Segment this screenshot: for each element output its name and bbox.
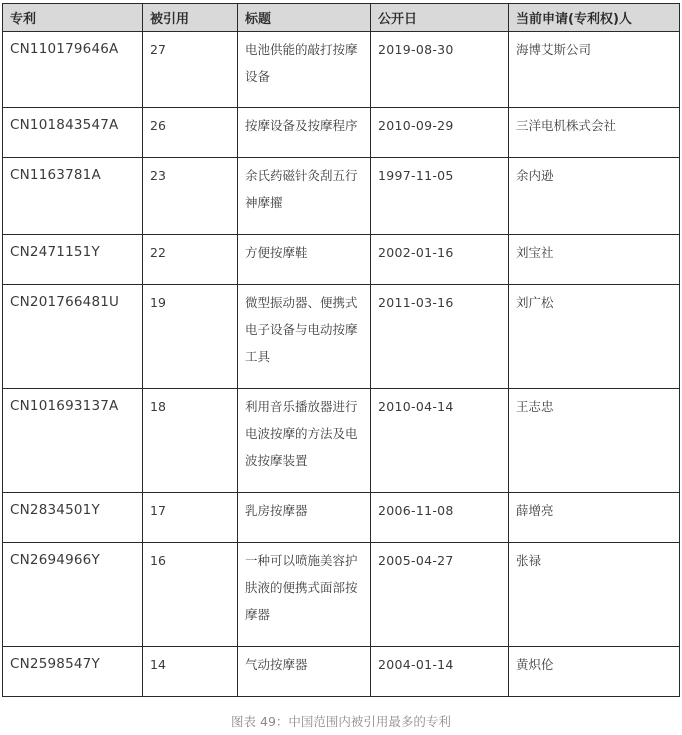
cell-cited: 19: [143, 285, 238, 389]
header-applicant: 当前申请(专利权)人: [509, 4, 680, 32]
cell-date: 2005-04-27: [371, 543, 509, 647]
table-caption: 图表 49：中国范围内被引用最多的专利: [231, 714, 451, 729]
cell-date: 1997-11-05: [371, 158, 509, 235]
cell-title: 方便按摩鞋: [238, 235, 371, 285]
cell-patent: CN101843547A: [3, 108, 143, 158]
patent-table-container: [2, 3, 679, 697]
cell-cited: 16: [143, 543, 238, 647]
table-row: [3, 493, 680, 543]
header-date: 公开日: [371, 4, 509, 32]
patent-table: [2, 3, 680, 697]
cell-patent: CN2694966Y: [3, 543, 143, 647]
header-patent: 专利: [3, 4, 143, 32]
cell-title: 微型振动器、便携式电子设备与电动按摩工具: [238, 285, 371, 389]
cell-patent: CN101693137A: [3, 389, 143, 493]
cell-applicant: 刘广松: [509, 285, 680, 389]
cell-date: 2019-08-30: [371, 32, 509, 108]
cell-applicant: 王志忠: [509, 389, 680, 493]
cell-patent: CN2834501Y: [3, 493, 143, 543]
cell-date: 2002-01-16: [371, 235, 509, 285]
table-row: [3, 32, 680, 108]
cell-cited: 23: [143, 158, 238, 235]
cell-title: 按摩设备及按摩程序: [238, 108, 371, 158]
cell-cited: 18: [143, 389, 238, 493]
cell-applicant: 刘宝社: [509, 235, 680, 285]
cell-patent: CN2598547Y: [3, 647, 143, 697]
cell-date: 2010-09-29: [371, 108, 509, 158]
cell-applicant: 海博艾斯公司: [509, 32, 680, 108]
table-header-row: [3, 4, 680, 32]
cell-cited: 26: [143, 108, 238, 158]
table-row: [3, 647, 680, 697]
cell-date: 2010-04-14: [371, 389, 509, 493]
header-cited: 被引用: [143, 4, 238, 32]
table-row: [3, 108, 680, 158]
header-title: 标题: [238, 4, 371, 32]
cell-applicant: 张禄: [509, 543, 680, 647]
cell-applicant: 薛增亮: [509, 493, 680, 543]
cell-applicant: 三洋电机株式会社: [509, 108, 680, 158]
cell-title: 乳房按摩器: [238, 493, 371, 543]
cell-title: 一种可以喷施美容护肤液的便携式面部按摩器: [238, 543, 371, 647]
cell-patent: CN1163781A: [3, 158, 143, 235]
cell-patent: CN201766481U: [3, 285, 143, 389]
cell-patent: CN110179646A: [3, 32, 143, 108]
cell-cited: 27: [143, 32, 238, 108]
table-row: [3, 543, 680, 647]
table-row: [3, 158, 680, 235]
cell-date: 2011-03-16: [371, 285, 509, 389]
table-row: [3, 235, 680, 285]
table-row: [3, 285, 680, 389]
cell-title: 利用音乐播放器进行电波按摩的方法及电波按摩装置: [238, 389, 371, 493]
cell-date: 2006-11-08: [371, 493, 509, 543]
cell-applicant: 余内逊: [509, 158, 680, 235]
cell-title: 余氏药磁针灸刮五行神摩擢: [238, 158, 371, 235]
cell-title: 电池供能的敲打按摩设备: [238, 32, 371, 108]
cell-cited: 17: [143, 493, 238, 543]
cell-date: 2004-01-14: [371, 647, 509, 697]
table-row: [3, 389, 680, 493]
cell-applicant: 黄炽伦: [509, 647, 680, 697]
cell-patent: CN2471151Y: [3, 235, 143, 285]
cell-title: 气动按摩器: [238, 647, 371, 697]
cell-cited: 22: [143, 235, 238, 285]
cell-cited: 14: [143, 647, 238, 697]
